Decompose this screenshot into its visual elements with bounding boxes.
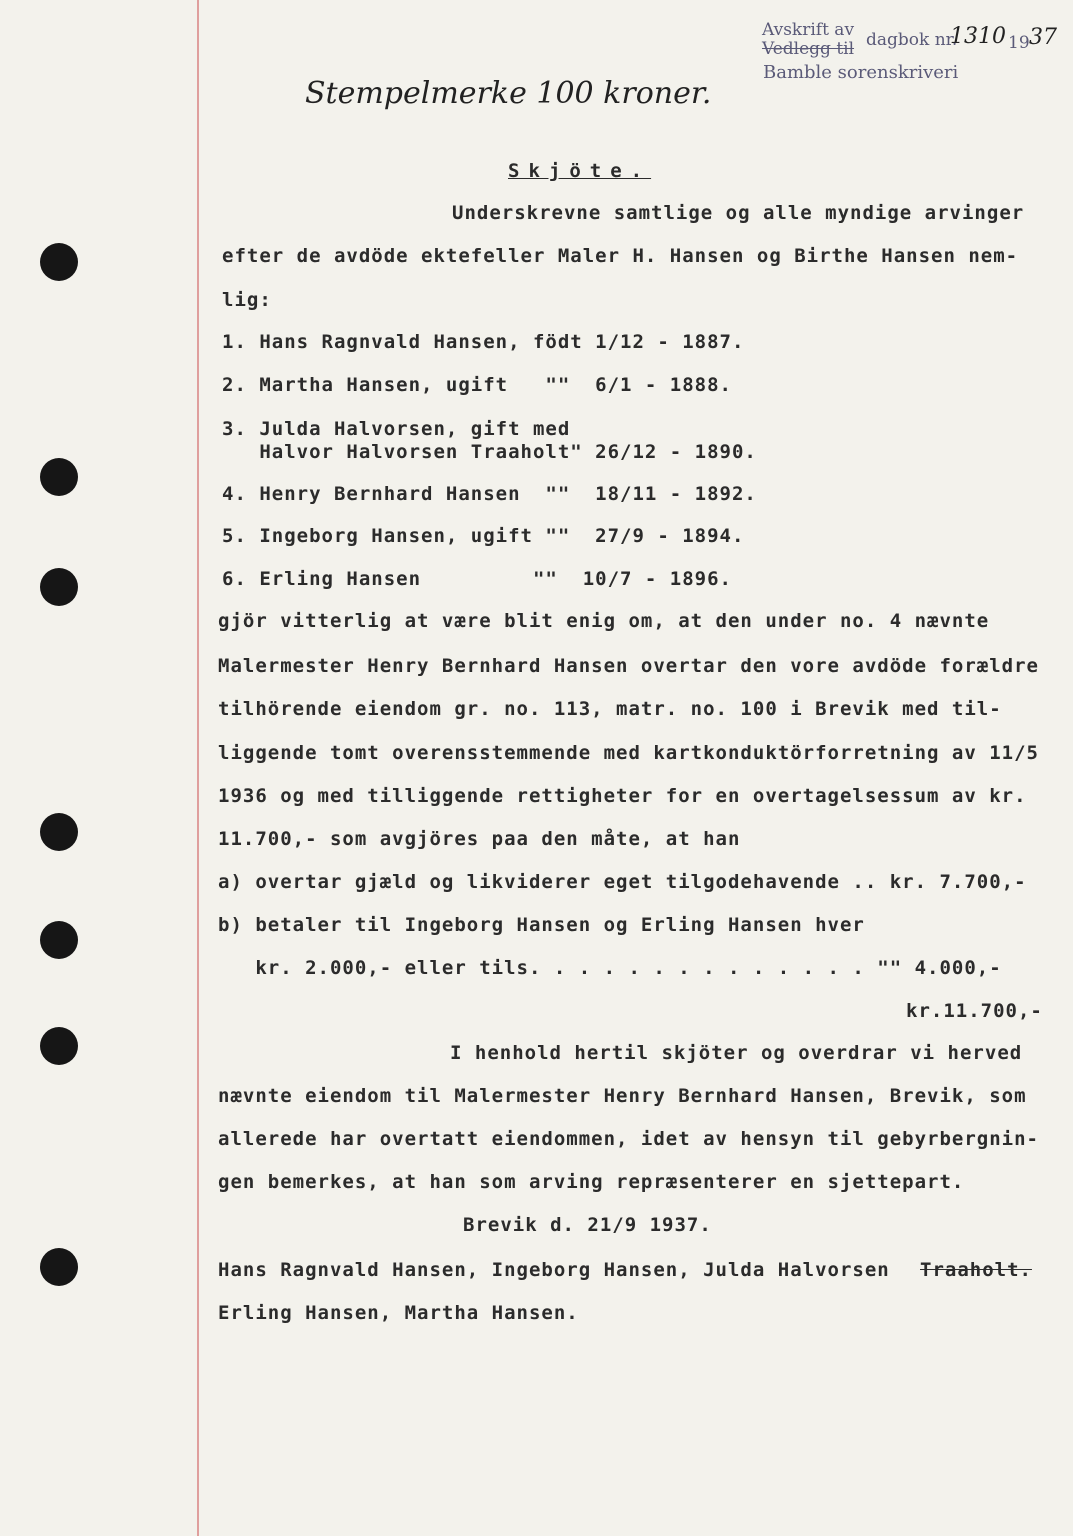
body-line: efter de avdöde ektefeller Maler H. Hansen og Birthe Hansen nem- bbox=[222, 245, 1019, 267]
body-line: gen bemerkes, at han som arving repræsenterer en sjettepart. bbox=[218, 1171, 965, 1193]
punch-hole-icon bbox=[40, 243, 78, 281]
punch-hole-icon bbox=[40, 813, 78, 851]
red-margin-line bbox=[197, 0, 199, 1536]
total-amount: kr.11.700,- bbox=[906, 1000, 1043, 1022]
body-line: tilhörende eiendom gr. no. 113, matr. no. 100 i Brevik med til- bbox=[218, 698, 1002, 720]
stamp-office: Bamble sorenskriveri bbox=[763, 62, 959, 83]
signatures-line-2: Erling Hansen, Martha Hansen. bbox=[218, 1302, 579, 1324]
punch-hole-icon bbox=[40, 1248, 78, 1286]
heir-3: 3. Julda Halvorsen, gift med bbox=[222, 418, 571, 440]
body-line: liggende tomt overensstemmende med kartkonduktörforretning av 11/5 bbox=[218, 742, 1039, 764]
stamp-line-avskrift: Avskrift av bbox=[762, 20, 855, 40]
payment-b: b) betaler til Ingeborg Hansen og Erling Hansen hver bbox=[218, 914, 865, 936]
payment-b-amount: kr. 2.000,- eller tils. . . . . . . . . . . . . . "" 4.000,- bbox=[218, 957, 1002, 979]
heir-3-cont: Halvor Halvorsen Traaholt" 26/12 - 1890. bbox=[222, 441, 757, 463]
struck-word: Traaholt. bbox=[920, 1259, 1032, 1281]
payment-a: a) overtar gjæld og likviderer eget tilgodehavende .. kr. 7.700,- bbox=[218, 871, 1027, 893]
body-line: nævnte eiendom til Malermester Henry Bernhard Hansen, Brevik, som bbox=[218, 1085, 1027, 1107]
punch-hole-icon bbox=[40, 1027, 78, 1065]
heir-5: 5. Ingeborg Hansen, ugift "" 27/9 - 1894. bbox=[222, 525, 745, 547]
stamp-year-printed: 19 bbox=[1008, 33, 1030, 53]
body-line: Malermester Henry Bernhard Hansen overtar den vore avdöde forældre bbox=[218, 655, 1039, 677]
place-date: Brevik d. 21/9 1937. bbox=[463, 1214, 712, 1236]
body-line: I henhold hertil skjöter og overdrar vi herved bbox=[450, 1042, 1023, 1064]
handwritten-stamp-note: Stempelmerke 100 kroner. bbox=[305, 76, 712, 111]
body-line: lig: bbox=[222, 289, 272, 311]
heir-2: 2. Martha Hansen, ugift "" 6/1 - 1888. bbox=[222, 374, 732, 396]
heir-4: 4. Henry Bernhard Hansen "" 18/11 - 1892. bbox=[222, 483, 757, 505]
body-line: 1936 og med tilliggende rettigheter for en overtagelsessum av kr. bbox=[218, 785, 1027, 807]
body-line: 11.700,- som avgjöres paa den måte, at han bbox=[218, 828, 741, 850]
punch-hole-icon bbox=[40, 568, 78, 606]
punch-hole-icon bbox=[40, 458, 78, 496]
stamp-dagbok-number: 1310 bbox=[950, 24, 1006, 49]
body-line: gjör vitterlig at være blit enig om, at den under no. 4 nævnte bbox=[218, 610, 990, 632]
signatures-line-1: Hans Ragnvald Hansen, Ingeborg Hansen, Julda Halvorsen bbox=[218, 1259, 890, 1281]
stamp-line-vedlegg: Vedlegg til bbox=[762, 39, 855, 59]
stamp-year-hand: 37 bbox=[1029, 25, 1057, 50]
heir-6: 6. Erling Hansen "" 10/7 - 1896. bbox=[222, 568, 732, 590]
document-title: Skjöte. bbox=[508, 160, 652, 182]
punch-hole-icon bbox=[40, 921, 78, 959]
stamp-dagbok-label: dagbok nr. bbox=[866, 30, 958, 50]
heir-1: 1. Hans Ragnvald Hansen, födt 1/12 - 1887. bbox=[222, 331, 745, 353]
body-line: allerede har overtatt eiendommen, idet av hensyn til gebyrbergnin- bbox=[218, 1128, 1039, 1150]
body-line: Underskrevne samtlige og alle myndige arvinger bbox=[452, 202, 1025, 224]
